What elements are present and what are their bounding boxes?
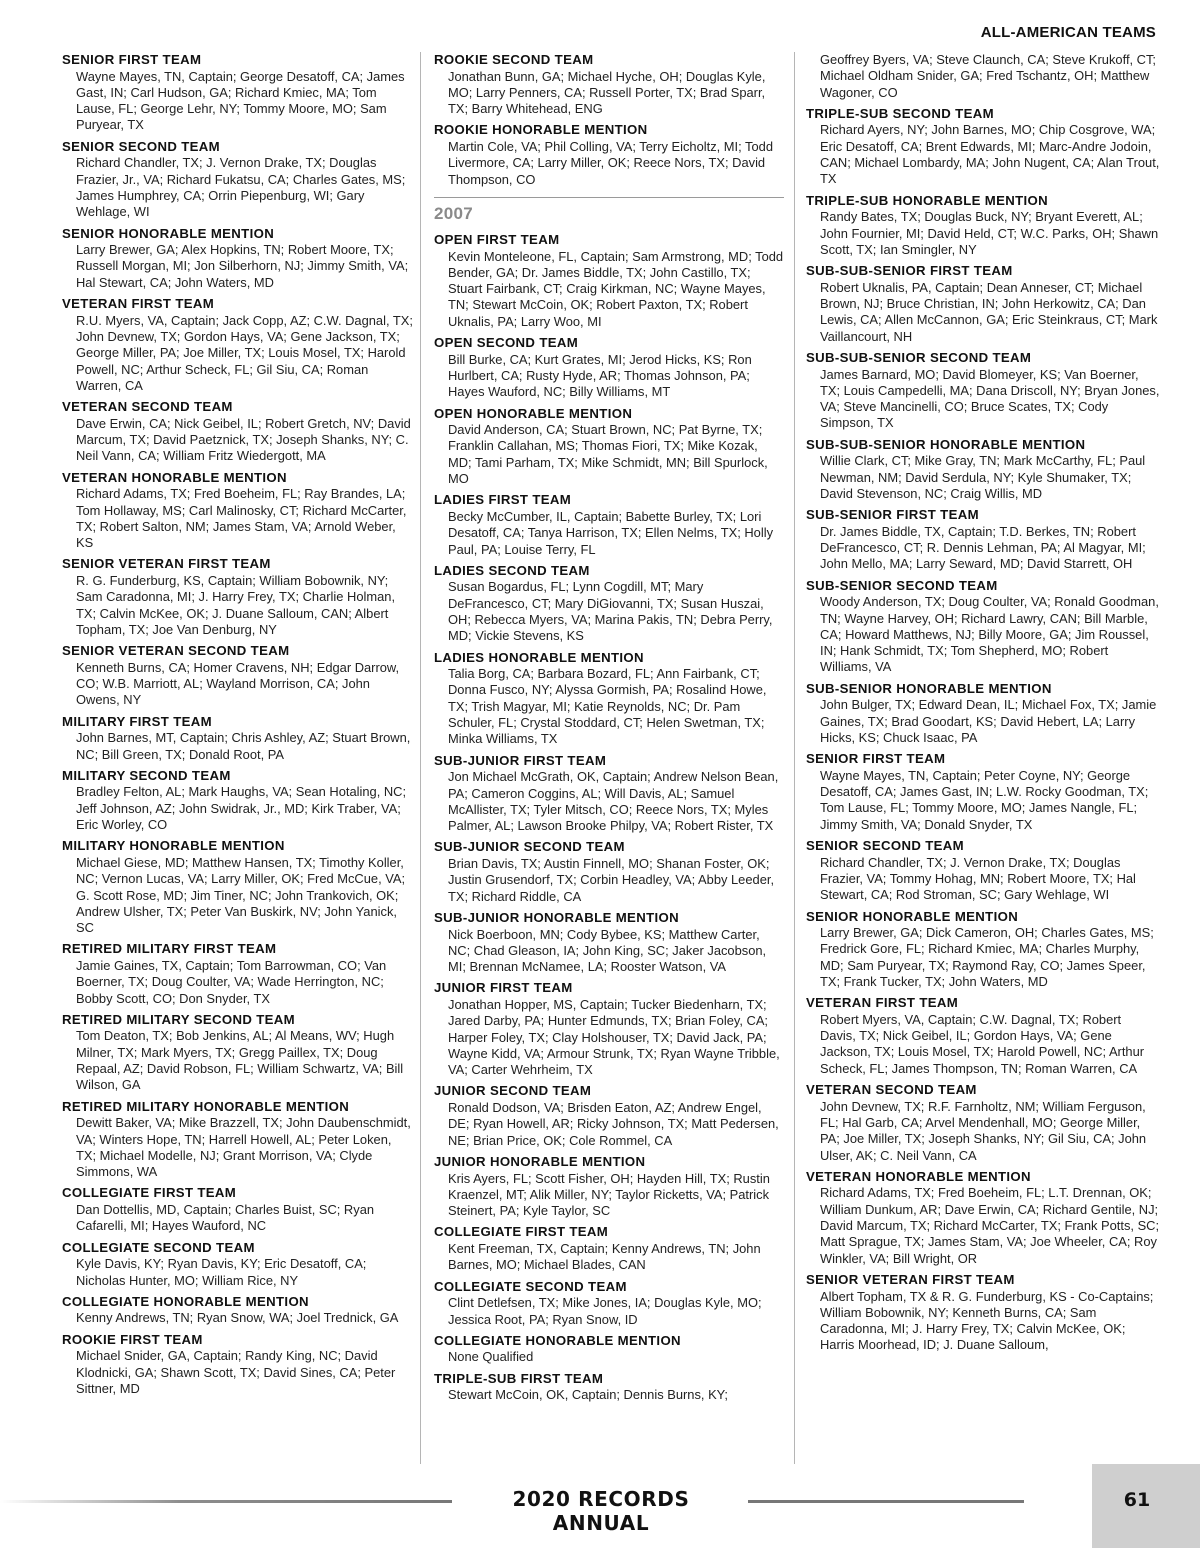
column-rule-2 bbox=[794, 52, 795, 1464]
section-heading: OPEN SECOND TEAM bbox=[434, 335, 579, 351]
section-heading: SENIOR SECOND TEAM bbox=[62, 138, 220, 154]
section-heading: JUNIOR HONORABLE MENTION bbox=[434, 1153, 646, 1169]
section-names: Susan Bogardus, FL; Lynn Cogdill, MT; Mary DeFrancesco, CT; Mary DiGiovanni, TX; Susan Huszai, OH; Rebecca Myers, VA; Marina Pakis, TN; Debra Perry, MD; Vickie Stevens, KS bbox=[448, 579, 773, 644]
team-section bbox=[62, 52, 414, 134]
section-heading: MILITARY FIRST TEAM bbox=[62, 713, 212, 729]
section-names: Brian Davis, TX; Austin Finnell, MO; Shanan Foster, OK; Justin Grusendorf, TX; Corbin Headley, VA; Abby Leeder, TX; Richard Riddle, CA bbox=[448, 856, 775, 904]
section-names: Kevin Monteleone, FL, Captain; Sam Armstrong, MD; Todd Bender, GA; Dr. James Biddle, TX; John Castillo, TX; Stuart Fairbank, CT; Craig Kirkman, NC; Wayne Mayes, TN; Stewart McCoin, OK; Robert Paxton, TX; Robert Uknalis, PA; Larry Woo, MI bbox=[448, 248, 784, 329]
team-section bbox=[62, 139, 414, 221]
section-names: Stewart McCoin, OK, Captain; Dennis Burns, KY; bbox=[448, 1387, 729, 1403]
section-names: Kenny Andrews, TN; Ryan Snow, WA; Joel Tr​ednick, GA bbox=[76, 1310, 399, 1326]
team-section bbox=[806, 350, 1160, 432]
section-names: Michael Giese, MD; Matthew Hansen, TX; Timothy Koller, NC; Vernon Lucas, VA; Larry Miller, OK; Fred McCue, VA; G. Scott Rose, MD; Jim Tiner, NC; John Trankovich, OK; Andrew Ulsher, TX; Peter Van Buskirk, NV; John Yanick, SC bbox=[76, 854, 406, 936]
section-names: Kris Ayers, FL; Scott Fisher, OH; Hayden Hill, TX; Rustin Kraenzel, MT; Alik Miller, NY; Taylor Ricketts, VA; Patrick Steinert, PA; Kyle Taylor, SC bbox=[448, 1170, 770, 1219]
section-names: Larry Brewer, GA; Alex Hopkins, TN; Robert Moore, TX; Russell Morgan, MI; Jon Silberhorn, NJ; Jimmy Smith, VA; Hal Stewart, CA; John Waters, MD bbox=[76, 242, 409, 290]
section-names: Jon Michael McGrath, OK, Captain; Andrew Nelson Bean, PA; Cameron Coggins, AL; Will Davis, AL; Samuel McAllister, TX; Tyler Mitsch, CO; Reece Nors, TX; Myles Palmer, AL; Lawson Brooke Philpy, VA; Robert Rister, TX bbox=[448, 769, 779, 834]
footer-rule-right bbox=[748, 1500, 1024, 1503]
section-heading: SENIOR VETERAN FIRST TEAM bbox=[806, 1271, 1015, 1287]
section-heading: RETIRED MILITARY SECOND TEAM bbox=[62, 1011, 296, 1027]
section-names: Richard Chandler, TX; J. Vernon Drake, TX; Douglas Frazier, Jr., VA; Richard Fukatsu, CA; Charles Gates, MS; James Humphrey, CA; Orrin Piepenburg, WI; Gary Wehlage, WI bbox=[76, 155, 406, 220]
section-names: Ronald Dodson, VA; Brisden Eaton, AZ; Andrew Engel, DE; Ryan Howell, AR; Ricky Johnson, TX; Matt Pedersen, NE; Brian Price, OK; Cole Rommel, CA bbox=[448, 1100, 779, 1148]
section-names: Dr. James Biddle, TX, Captain; T.D. Berkes, TN; Robert DeFrancesco, CT; R. Dennis Lehman, PA; Al Magyar, MI; John Mello, MA; Larry Seward, MD; David Starrett, OH bbox=[820, 523, 1146, 572]
team-section bbox=[806, 578, 1160, 676]
section-heading: SUB-JUNIOR FIRST TEAM bbox=[434, 752, 607, 768]
team-section bbox=[806, 995, 1160, 1077]
section-heading: VETERAN SECOND TEAM bbox=[806, 1082, 977, 1098]
section-names: Kent Freeman, TX, Captain; Kenny Andrews, TN; John Barnes, MO; Michael Blades, CAN bbox=[448, 1241, 761, 1273]
section-names: Michael Snider, GA, Captain; Randy King, NC; David Klodnicki, GA; Shawn Scott, TX; David Sines, CA; Peter Sittner, MD bbox=[76, 1348, 396, 1396]
section-heading: LADIES HONORABLE MENTION bbox=[434, 649, 644, 665]
section-heading: OPEN FIRST TEAM bbox=[434, 231, 560, 247]
team-section bbox=[62, 556, 414, 638]
section-heading: COLLEGIATE FIRST TEAM bbox=[62, 1185, 237, 1201]
team-section bbox=[62, 226, 414, 291]
section-names: Robert Uknalis, PA, Captain; Dean Anneser, CT; Michael Brown, NJ; Bruce Christian, IN; John Herkowitz, CA; Dan Lewis, CA; Allen McCannon, GA; Eric Steinkraus, CT; Mark Vaillancourt, NH bbox=[820, 279, 1158, 344]
team-section bbox=[434, 910, 784, 975]
team-section bbox=[806, 193, 1160, 258]
section-heading: SENIOR SECOND TEAM bbox=[806, 838, 964, 854]
team-section bbox=[434, 1333, 784, 1366]
team-section bbox=[806, 52, 1160, 101]
team-section bbox=[62, 1185, 414, 1234]
section-heading: ROOKIE FIRST TEAM bbox=[62, 1331, 203, 1347]
section-heading: MILITARY HONORABLE MENTION bbox=[62, 838, 285, 854]
section-names: Jonathan Hopper, MS, Captain; Tucker Biedenharn, TX; Jared Darby, PA; Hunter Edmunds, TX; Brian Foley, CA; Harper Foley, TX; Clay Holshouser, TX; David Jack, PA; Wayne Kidd, VA; Armour Strunk, TX; Ryan Wayne Tribble, VA; Carter Wehrheim, TX bbox=[448, 997, 780, 1078]
team-section bbox=[62, 1012, 414, 1094]
section-heading: LADIES SECOND TEAM bbox=[434, 562, 590, 578]
team-section bbox=[434, 1371, 784, 1404]
section-names: Bradley Felton, AL; Mark Haughs, VA; Sean Hotaling, NC; Jeff Johnson, AZ; John Swidrak, Jr., MD; Kirk Traber, VA; Eric Worley, CO bbox=[76, 784, 407, 833]
team-section bbox=[434, 232, 784, 330]
section-names: Jamie Gaines, TX, Captain; Tom Barrowman, CO; Van Boerner, TX; Doug Coulter, VA; Wade Herrington, NC; Bobby Scott, CO; Don Snyder, TX bbox=[76, 958, 387, 1006]
team-section bbox=[434, 52, 784, 117]
section-heading: VETERAN FIRST TEAM bbox=[806, 995, 959, 1011]
section-names: John Barnes, MT, Captain; Chris Ashley, AZ; Stuart Brown, NC; Bill Green, TX; Donald Root, PA bbox=[76, 730, 411, 762]
team-section bbox=[806, 681, 1160, 746]
team-section bbox=[434, 1224, 784, 1273]
team-section bbox=[806, 1169, 1160, 1267]
section-heading: SENIOR FIRST TEAM bbox=[806, 751, 946, 767]
section-names: David Anderson, CA; Stuart Brown, NC; Pat Byrne, TX; Franklin Callahan, MS; Thomas Fiori, TX; Mike Kozak, MD; Tami Parham, TX; Mike Schmidt, MN; Bill Spurlock, MO bbox=[448, 422, 768, 487]
section-heading: SUB-SUB-SENIOR SECOND TEAM bbox=[806, 349, 1032, 365]
section-heading: ROOKIE SECOND TEAM bbox=[434, 52, 594, 67]
section-names: Richard Adams, TX; Fred Boeheim, FL; Ray Brandes, LA; Tom Hollaway, MS; Carl Malinosky, CT; Richard McCarter, TX; Robert Salton, NM; James Stam, VA; Arnold Weber, KS bbox=[76, 486, 407, 551]
section-names: John Bulger, TX; Edward Dean, IL; Michael Fox, TX; Jamie Gaines, TX; Brad Goodart, KS; David Hebert, LA; Larry Hicks, KS; Chuck Isaac, PA bbox=[820, 697, 1157, 745]
section-names: Wayne Mayes, TN, Captain; George Desatoff, CA; James Gast, IN; Carl Hudson, GA; Richard Kmiec, MA; Tom Lause, FL; George Lehr, NY; Tommy Moore, MO; Sam Puryear, TX bbox=[76, 68, 405, 133]
team-section bbox=[806, 437, 1160, 502]
team-section bbox=[62, 1099, 414, 1181]
section-heading: JUNIOR SECOND TEAM bbox=[434, 1083, 592, 1099]
section-heading: SENIOR HONORABLE MENTION bbox=[806, 908, 1019, 924]
column-1 bbox=[62, 52, 414, 1402]
section-names: Dave Erwin, CA; Nick Geibel, IL; Robert Gretch, NV; David Marcum, TX; David Paetznick, TX; Joseph Shanks, NY; C. Neil Vann, CA; William Fritz Wiedergott, MA bbox=[76, 415, 411, 464]
section-names: Dan Dottellis, MD, Captain; Charles Buist, SC; Ryan Cafarelli, MI; Hayes Wauford, NC bbox=[76, 1202, 375, 1234]
team-section bbox=[434, 650, 784, 748]
column-2-top bbox=[434, 52, 784, 188]
section-names: R. G. Funderburg, KS, Captain; William Bobownik, NY; Sam Caradonna, MI; J. Harry Frey, TX; Charlie Holman, TX; Calvin McKee, OK; J. Duane Salloum, CAN; Albert Topham, TX; Joe Van Denburg, NY bbox=[76, 572, 396, 637]
team-section bbox=[62, 1332, 414, 1397]
team-section bbox=[806, 909, 1160, 991]
year-label: 2007 bbox=[434, 203, 474, 223]
team-section bbox=[62, 643, 414, 708]
team-section bbox=[62, 941, 414, 1006]
section-heading: SUB-JUNIOR SECOND TEAM bbox=[434, 839, 625, 855]
section-names: Becky McCumber, IL, Captain; Babette Burley, TX; Lori Desatoff, CA; Tanya Harrison, TX; Ellen Nelms, TX; Holly Paul, PA; Louise Terry, FL bbox=[448, 508, 774, 557]
team-section bbox=[434, 1083, 784, 1148]
column-3 bbox=[806, 52, 1160, 1359]
section-heading: COLLEGIATE SECOND TEAM bbox=[62, 1239, 255, 1255]
section-heading: TRIPLE-SUB SECOND TEAM bbox=[806, 105, 994, 121]
page-number: 61 bbox=[1123, 1489, 1151, 1511]
section-names: Kyle Davis, KY; Ryan Davis, KY; Eric Desatoff, CA; Nicholas Hunter, MO; William Rice, NY bbox=[76, 1256, 367, 1288]
section-names: Clint Detlefsen, TX; Mike Jones, IA; Douglas Kyle, MO; Jessica Root, PA; Ryan Snow, ID bbox=[448, 1295, 762, 1327]
team-section bbox=[62, 768, 414, 833]
team-section bbox=[806, 106, 1160, 188]
section-names: Talia Borg, CA; Barbara Bozard, FL; Ann Fairbank, CT; Donna Fusco, NY; Alyssa Gormish, PA; Rosalind Howe, TX; Trish Magyar, MI; Katie Reynolds, NC; Dr. Pam Schuler, FL; Crystal Stoddard, CT; Helen Swetman, TX; Minka Williams, TX bbox=[448, 666, 767, 747]
section-names: Kenneth Burns, CA; Homer Cravens, NH; Edgar Darrow, CO; W.B. Marriott, AL; Wayland Morrison, CA; John Owens, NY bbox=[76, 659, 400, 708]
section-heading: TRIPLE-SUB FIRST TEAM bbox=[434, 1370, 604, 1386]
team-section bbox=[62, 714, 414, 763]
section-heading: VETERAN HONORABLE MENTION bbox=[806, 1168, 1031, 1184]
team-section bbox=[62, 838, 414, 936]
team-section bbox=[806, 1082, 1160, 1164]
team-section bbox=[806, 1272, 1160, 1354]
section-names: Willie Clark, CT; Mike Gray, TN; Mark McCarthy, FL; Paul Newman, NM; David Serdula, NY; Kyle Shumaker, TX; David Stevenson, NC; Craig Willis, MD bbox=[820, 453, 1146, 501]
section-names: Geoffrey Byers, VA; Steve Claunch, CA; Steve Krukoff, CT; Michael Oldham Snider, GA; Fred Tschantz, OH; Matthew Wagoner, CO bbox=[820, 52, 1157, 100]
section-names: Larry Brewer, GA; Dick Cameron, OH; Charles Gates, MS; Fredrick Gore, FL; Richard Kmiec, MA; Charles Murphy, MD; Sam Puryear, TX; Raymond Ray, CO; James Speer, TX; Frank Tucker, TX; John Waters, MD bbox=[820, 925, 1154, 989]
section-names: Martin Cole, VA; Phil Colling, VA; Terry Eicholtz, MI; Todd Livermore, CA; Larry Miller, OK; Reece Nors, TX; David Thompson, CO bbox=[448, 139, 774, 187]
team-section bbox=[434, 122, 784, 187]
section-names: Wayne Mayes, TN, Captain; Peter Coyne, NY; George Desatoff, CA; James Gast, IN; L.W. Rocky Goodman, TX; Tom Lause, FL; Tommy Moore, MO; James Nangle, FL; Jimmy Smith, VA; Donald Snyder, TX bbox=[820, 767, 1149, 832]
section-heading: SENIOR VETERAN SECOND TEAM bbox=[62, 643, 290, 659]
team-section bbox=[434, 492, 784, 557]
section-names: Robert Myers, VA, Captain; C.W. Dagnal, TX; Robert Davis, TX; Nick Geibel, IL; Gordon Hays, VA; Gene Jackson, TX; Louis Mosel, TX; Harold Powell, NC; Arthur Scheck, FL; James Thompson, TN; Roman Warren, CA bbox=[820, 1011, 1145, 1076]
section-heading: COLLEGIATE FIRST TEAM bbox=[434, 1224, 609, 1240]
section-heading: VETERAN HONORABLE MENTION bbox=[62, 469, 287, 485]
team-section bbox=[62, 296, 414, 394]
section-names: Dewitt Baker, VA; Mike Brazzell, TX; John Daubenschmidt, VA; Winters Hope, TN; Harrell Howell, AL; Peter Loken, TX; Michael Modelle, NJ; Grant Morrison, VA; Clyde Simmons, WA bbox=[76, 1115, 411, 1180]
section-names: Albert Topham, TX & R. G. Funderburg, KS - Co-Captains; William Bobownik, NY; Kenneth Burns, CA; Sam Caradonna, MI; J. Harry Frey, TX; Calvin McKee, OK; Harris Moorhead, ID; J. Duane Salloum, bbox=[820, 1288, 1154, 1353]
team-section bbox=[62, 470, 414, 552]
column-2-bottom bbox=[434, 232, 784, 1404]
section-names: Richard Ayers, NY; John Barnes, MO; Chip Cosgrove, WA; Eric Desatoff, CA; Brent Edwards, MI; Marc-Andre Jodoin, CAN; Michael Lombardy, MA; John Nugent, CA; Alan Trout, TX bbox=[820, 122, 1160, 187]
footer-rule-left bbox=[0, 1500, 452, 1503]
team-section bbox=[434, 335, 784, 400]
section-heading: MILITARY SECOND TEAM bbox=[62, 767, 231, 783]
team-section bbox=[62, 1294, 414, 1327]
section-heading: VETERAN SECOND TEAM bbox=[62, 399, 233, 415]
running-head: ALL-AMERICAN TEAMS bbox=[980, 24, 1156, 41]
section-heading: SUB-SENIOR FIRST TEAM bbox=[806, 507, 979, 523]
section-heading: VETERAN FIRST TEAM bbox=[62, 296, 215, 312]
team-section bbox=[62, 399, 414, 464]
team-section bbox=[434, 406, 784, 488]
section-heading: RETIRED MILITARY FIRST TEAM bbox=[62, 941, 277, 957]
team-section bbox=[806, 838, 1160, 903]
section-heading: TRIPLE-SUB HONORABLE MENTION bbox=[806, 192, 1049, 208]
team-section bbox=[434, 1279, 784, 1328]
year-divider bbox=[434, 197, 784, 224]
section-names: Woody Anderson, TX; Doug Coulter, VA; Ronald Goodman, TN; Wayne Harvey, OH; Richard Lawry, CAN; Bill Marble, CA; Howard Matthews, NJ; Billy Moore, GA; Jim Roussel, IN; Hank Schmidt, TX; Tom Shepherd, MO; Robert Williams, VA bbox=[820, 594, 1159, 675]
section-names: Tom Deaton, TX; Bob Jenkins, AL; Al Means, WV; Hugh Milner, TX; Mark Myers, TX; Gregg Paillex, TX; Doug Repaal, AZ; David Robson, FL; William Schwartz, VA; Bill Wilson, GA bbox=[76, 1028, 404, 1093]
section-heading: SENIOR FIRST TEAM bbox=[62, 52, 202, 67]
section-heading: SENIOR VETERAN FIRST TEAM bbox=[62, 556, 271, 572]
section-heading: SUB-SENIOR HONORABLE MENTION bbox=[806, 680, 1052, 696]
section-heading: LADIES FIRST TEAM bbox=[434, 492, 572, 508]
team-section bbox=[806, 751, 1160, 833]
team-section bbox=[806, 263, 1160, 345]
section-names: Randy Bates, TX; Douglas Buck, NY; Bryant Everett, AL; John Fournier, MI; David Held, CT; W.C. Parks, OH; Shawn Scott, TX; Ian Smingler, NY bbox=[820, 209, 1159, 257]
team-section bbox=[434, 839, 784, 904]
section-heading: COLLEGIATE HONORABLE MENTION bbox=[62, 1293, 309, 1309]
column-rule-1 bbox=[420, 52, 421, 1464]
team-section bbox=[62, 1240, 414, 1289]
section-heading: SUB-JUNIOR HONORABLE MENTION bbox=[434, 909, 679, 925]
section-heading: SUB-SUB-SENIOR HONORABLE MENTION bbox=[806, 436, 1086, 452]
section-heading: COLLEGIATE HONORABLE MENTION bbox=[434, 1332, 681, 1348]
team-section bbox=[434, 753, 784, 835]
section-names: Bill Burke, CA; Kurt Grates, MI; Jerod Hicks, KS; Ron Hurlbert, CA; Rusty Hyde, AR; Thomas Johnson, PA; Hayes Wauford, NC; Billy Williams, MT bbox=[448, 351, 752, 400]
section-heading: ROOKIE HONORABLE MENTION bbox=[434, 122, 648, 138]
section-names: R.U. Myers, VA, Captain; Jack Copp, AZ; C.W. Dagnal, TX; John Devnew, TX; Gordon Hays, VA; Gene Jackson, TX; George Miller, PA; Joe Miller, TX; Louis Mosel, TX; Harold Powell, NC; Arthur Scheck, FL; Gil Siu, CA; Roman Warren, CA bbox=[76, 312, 413, 393]
section-heading: JUNIOR FIRST TEAM bbox=[434, 980, 573, 996]
section-names: James Barnard, MO; David Blomeyer, KS; Van Boerner, TX; Louis Campedelli, MA; Dana Driscoll, NY; Bryan Jones, VA; Steve Mancinelli, CO; Bruce Scates, TX; Cody Simpson, TX bbox=[820, 366, 1160, 431]
team-section bbox=[434, 980, 784, 1078]
section-heading: SUB-SENIOR SECOND TEAM bbox=[806, 577, 998, 593]
section-names: None Qualified bbox=[448, 1349, 534, 1365]
footer-title: 2020 RECORDS ANNUAL bbox=[512, 1487, 690, 1535]
column-2 bbox=[434, 52, 784, 1409]
section-heading: COLLEGIATE SECOND TEAM bbox=[434, 1278, 627, 1294]
section-heading: SUB-SUB-SENIOR FIRST TEAM bbox=[806, 263, 1013, 279]
team-section bbox=[806, 507, 1160, 572]
section-names: Nick Boerboon, MN; Cody Bybee, KS; Matthew Carter, NC; Chad Gleason, IA; John King, SC; Jaker Jacobson, MI; Brennan McNamee, LA; Rooster Watson, VA bbox=[448, 926, 767, 975]
section-heading: RETIRED MILITARY HONORABLE MENTION bbox=[62, 1098, 350, 1114]
section-names: Richard Adams, TX; Fred Boeheim, FL; L.T. Drennan, OK; William Dunkum, AR; Dave Erwin, CA; Richard Gentile, NJ; David Marcum, TX; Richard McCarter, TX; Frank Potts, SC; Matt Sprague, TX; James Stam, VA; Joe Wheeler, CA; Roy Winkler, VA; Bill Wright, OR bbox=[820, 1185, 1160, 1266]
section-heading: SENIOR HONORABLE MENTION bbox=[62, 225, 275, 241]
section-names: Richard Chandler, TX; J. Vernon Drake, TX; Douglas Frazier, VA; Tommy Hohag, MN; Robert Moore, TX; Hal Stewart, CA; Rod Stroman, SC; Gary Wehlage, WI bbox=[820, 854, 1136, 903]
team-section bbox=[434, 1154, 784, 1219]
section-names: John Devnew, TX; R.F. Farnholtz, NM; William Ferguson, FL; Hal Garb, CA; Arvel Mendenhall, MO; George Miller, PA; Joe Miller, TX; Joseph Shanks, NY; Gil Siu, CA; John Ulser, AK; C. Neil Vann, CA bbox=[820, 1098, 1147, 1163]
team-section bbox=[434, 563, 784, 645]
section-heading: OPEN HONORABLE MENTION bbox=[434, 405, 633, 421]
section-names: Jonathan Bunn, GA; Michael Hyche, OH; Douglas Kyle, MO; Larry Penners, CA; Russell Porter, TX; Brad Sparr, TX; Barry Whitehead, ENG bbox=[448, 68, 766, 117]
